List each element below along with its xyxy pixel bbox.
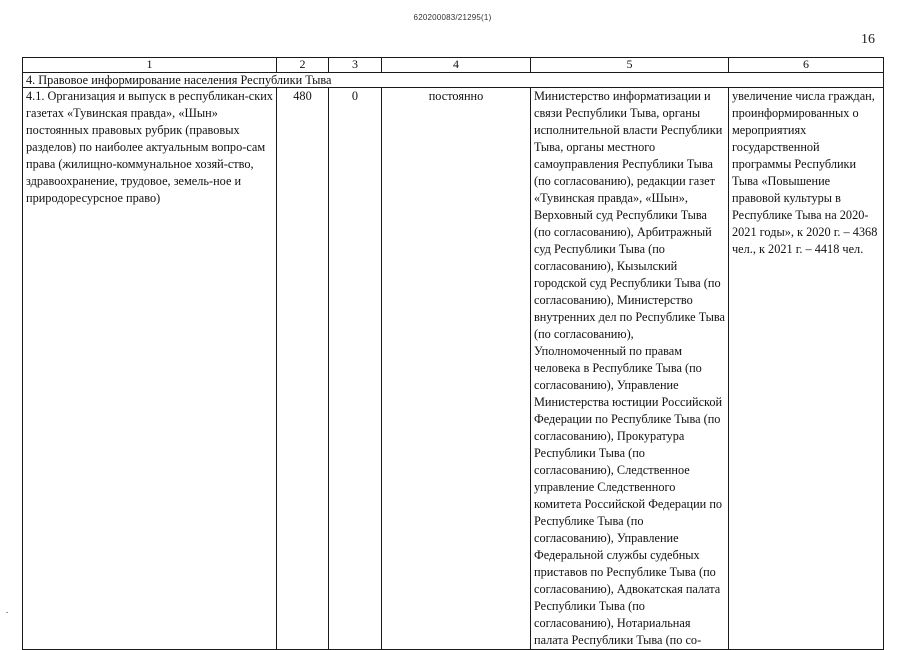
column-header-5: 5 (531, 58, 729, 73)
value-cell-col3: 0 (329, 88, 382, 650)
column-header-1: 1 (23, 58, 277, 73)
column-header-4: 4 (382, 58, 531, 73)
column-header-2: 2 (277, 58, 329, 73)
value-cell-col2: 480 (277, 88, 329, 650)
page-number: 16 (861, 32, 875, 47)
activity-description-cell: 4.1. Организация и выпуск в республикан-ских газетах «Тувинская правда», «Шын» постоянных правовых рубрик (правовых разделов) по наиболее актуальным вопро-сам права (жилищно-коммунальное хозяй-ство, здравоохранение, трудовое, земель-ное и природоресурсное право) (23, 88, 277, 650)
section-title: 4. Правовое информирование населения Республики Тыва (23, 73, 884, 88)
column-header-6: 6 (729, 58, 884, 73)
scan-artifact (6, 612, 8, 613)
document-code: 620200083/21295(1) (413, 13, 492, 22)
column-header-3: 3 (329, 58, 382, 73)
column-header-row (23, 58, 884, 73)
table-row (23, 88, 884, 650)
program-table (22, 57, 884, 650)
section-row (23, 73, 884, 88)
expected-result-cell: увеличение числа граждан, проинформированных о мероприятиях государственной программы Республики Тыва «Повышение правовой культуры в Республике Тыва на 2020-2021 годы», к 2020 г. – 4368 чел., к 2021 г. – 4418 чел. (729, 88, 884, 650)
responsible-executors-cell: Министерство информатизации и связи Республики Тыва, органы исполнительной власти Республики Тыва, органы местного самоуправления Республики Тыва (по согласованию), редакции газет «Тувинская правда», «Шын», Верховный суд Республики Тыва (по согласованию), Арбитражный суд Республики Тыва (по согласованию), Кызылский городской суд Республики Тыва (по согласованию), Министерство внутренних дел по Республике Тыва (по согласованию), Уполномоченный по правам человека в Республике Тыва (по согласованию), Управление Министерства юстиции Российской Федерации по Республике Тыва (по согласованию), Прокуратура Республики Тыва (по согласованию), Следственное управление Следственного комитета Российской Федерации по Республике Тыва (по согласованию), Управление Федеральной службы судебных приставов по Республике Тыва (по согласованию), Адвокатская палата Республики Тыва (по согласованию), Нотариальная палата Республики Тыва (по со- (531, 88, 729, 650)
deadline-cell: постоянно (382, 88, 531, 650)
